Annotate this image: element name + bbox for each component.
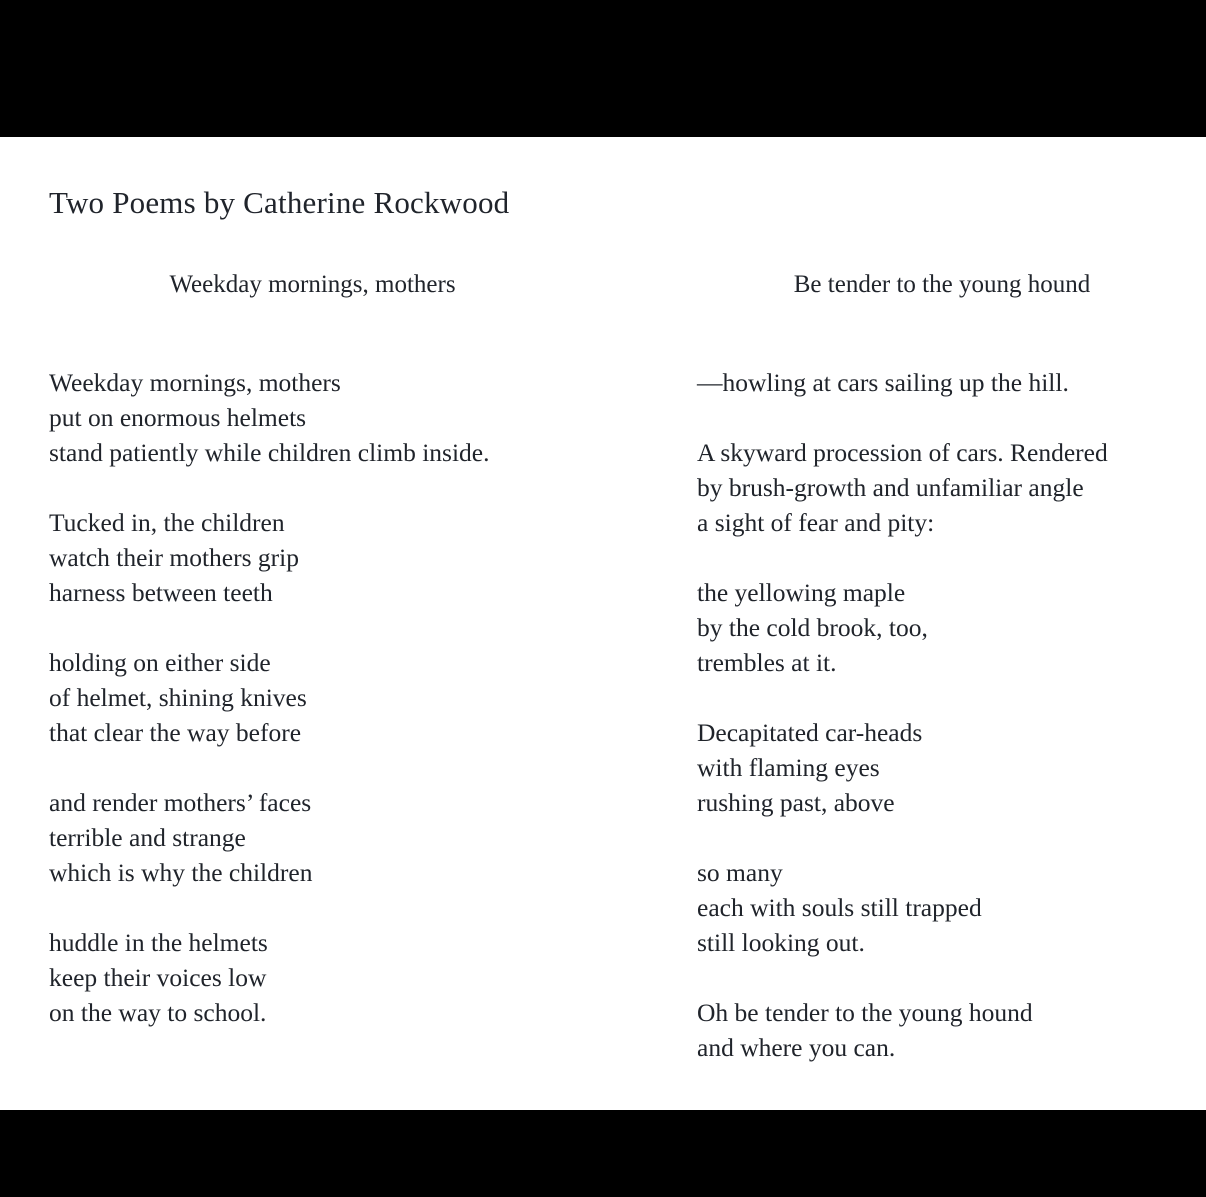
poem-line: and where you can. bbox=[697, 1033, 896, 1062]
poem-body-1 bbox=[49, 365, 649, 1030]
poem-line: which is why the children bbox=[49, 858, 313, 887]
poem-line: Oh be tender to the young hound bbox=[697, 998, 1033, 1027]
poem-line: with flaming eyes bbox=[697, 753, 880, 782]
poem-line: and render mothers’ faces bbox=[49, 788, 312, 817]
poem-line: watch their mothers grip bbox=[49, 543, 299, 572]
poem-line: each with souls still trapped bbox=[697, 893, 982, 922]
poem-line: put on enormous helmets bbox=[49, 403, 307, 432]
poem-line: the yellowing maple bbox=[697, 578, 906, 607]
poem-body-2 bbox=[697, 365, 1187, 1065]
poem-line: still looking out. bbox=[697, 928, 865, 957]
letterbox-bottom bbox=[0, 1110, 1206, 1197]
poem-title-1: Weekday mornings, mothers bbox=[169, 271, 456, 298]
stanza bbox=[697, 855, 1187, 960]
stanza bbox=[697, 995, 1187, 1065]
stanza bbox=[697, 575, 1187, 680]
stanza bbox=[49, 925, 649, 1030]
poem-line: by the cold brook, too, bbox=[697, 613, 928, 642]
poem-line: that clear the way before bbox=[49, 718, 302, 747]
stanza bbox=[49, 505, 649, 610]
poem-line: —howling at cars sailing up the hill. bbox=[697, 368, 1069, 397]
poem-line: huddle in the helmets bbox=[49, 928, 268, 957]
poem-line: keep their voices low bbox=[49, 963, 267, 992]
poem-title-2: Be tender to the young hound bbox=[793, 271, 1091, 298]
letterbox-top bbox=[0, 0, 1206, 137]
poem-column-left bbox=[49, 271, 649, 1065]
poem-line: trembles at it. bbox=[697, 648, 837, 677]
poem-line: a sight of fear and pity: bbox=[697, 508, 935, 537]
stanza bbox=[697, 715, 1187, 820]
stanza bbox=[49, 645, 649, 750]
poem-line: Weekday mornings, mothers bbox=[49, 368, 341, 397]
document-page bbox=[0, 137, 1206, 1110]
stanza bbox=[49, 365, 649, 470]
page-title: Two Poems by Catherine Rockwood bbox=[49, 185, 510, 220]
poem-line: of helmet, shining knives bbox=[49, 683, 307, 712]
poem-column-right bbox=[697, 271, 1187, 1100]
poem-line: holding on either side bbox=[49, 648, 271, 677]
poem-line: Decapitated car-heads bbox=[697, 718, 923, 747]
poem-line: so many bbox=[697, 858, 783, 887]
stanza bbox=[697, 435, 1187, 540]
poem-line: harness between teeth bbox=[49, 578, 273, 607]
stanza bbox=[697, 365, 1187, 400]
poem-line: rushing past, above bbox=[697, 788, 895, 817]
poem-line: terrible and strange bbox=[49, 823, 246, 852]
poem-line: A skyward procession of cars. Rendered bbox=[697, 438, 1108, 467]
poem-line: on the way to school. bbox=[49, 998, 267, 1027]
poem-line: Tucked in, the children bbox=[49, 508, 285, 537]
poem-line: stand patiently while children climb inside. bbox=[49, 438, 490, 467]
poem-line: by brush-growth and unfamiliar angle bbox=[697, 473, 1084, 502]
stanza bbox=[49, 785, 649, 890]
